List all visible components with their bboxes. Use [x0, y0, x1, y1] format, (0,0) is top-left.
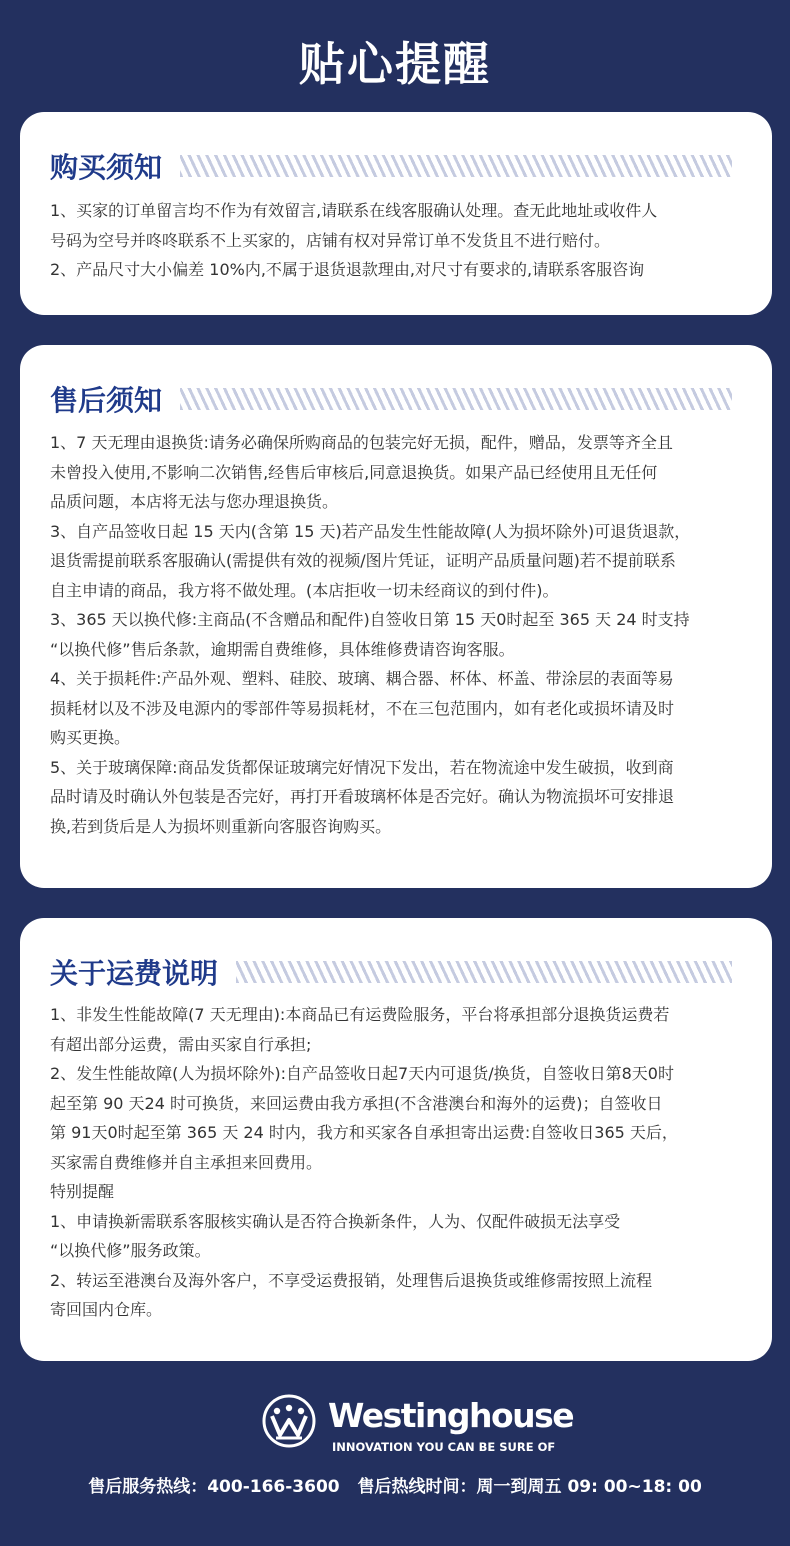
text-line: “以换代修”服务政策。 — [50, 1241, 211, 1260]
text-line: 号码为空号并咚咚联系不上买家的，店铺有权对异常订单不发货且不进行赔付。 — [50, 230, 611, 250]
page-title: 贴心提醒 — [299, 37, 491, 91]
text-line: 3、自产品签收日起 15 天内(含第 15 天)若产品发生性能故障(人为损坏除外)可退货退款， — [50, 521, 691, 541]
brand-name: Westinghouse — [328, 1396, 574, 1435]
text-line: 2、产品尺寸大小偏差 10%内,不属于退货退款理由,对尺寸有要求的,请联系客服咨询 — [50, 260, 645, 279]
purchase-notice-card — [20, 112, 772, 315]
text-line: 寄回国内仓库。 — [50, 1300, 163, 1319]
text-line: “以换代修”售后条款，逾期需自费维修，具体维修费请咨询客服。 — [50, 639, 515, 659]
service-hotline-bar — [0, 1472, 790, 1497]
purchase-notice-body — [50, 196, 752, 285]
text-line: 有超出部分运费，需由买家自行承担; — [50, 1034, 312, 1054]
text-line: 4、关于损耗件:产品外观、塑料、硅胶、玻璃、耦合器、杯体、杯盖、带涂层的表面等易 — [50, 669, 674, 688]
text-line: 损耗材以及不涉及电源内的零部件等易损耗材，不在三包范围内，如有老化或损坏请及时 — [50, 698, 675, 718]
text-line: 第 91天0时起至第 365 天 24 时内，我方和买家各自承担寄出运费:自签收日365 天后， — [50, 1123, 678, 1142]
text-line: 未曾投入使用,不影响二次销售,经售后审核后,同意退换货。如果产品已经使用且无任何 — [50, 462, 658, 482]
purchase-notice-header — [50, 144, 732, 188]
special-reminder-heading: 特别提醒 — [50, 1182, 115, 1201]
text-line: 品质问题，本店将无法与您办理退换货。 — [50, 492, 339, 511]
shipping-notice-body — [50, 1000, 752, 1325]
purchase-notice-title: 购买须知 — [50, 151, 163, 184]
text-line: 起至第 90 天24 时可换货，来回运费由我方承担(不含港澳台和海外的运费)；自签收日 — [50, 1093, 663, 1113]
aftersale-notice-header — [50, 377, 732, 421]
text-line: 1、非发生性能故障(7 天无理由):本商品已有运费险服务，平台将承担部分退换货运费若 — [50, 1005, 670, 1024]
text-line: 2、发生性能故障(人为损坏除外):自产品签收日起7天内可退货/换货，自签收日第8天0时 — [50, 1064, 674, 1083]
header-stripe-decoration — [180, 155, 732, 177]
text-line: 购买更换。 — [50, 728, 131, 747]
westinghouse-w-circle-icon — [262, 1394, 316, 1448]
brand-logo — [262, 1390, 574, 1460]
aftersale-notice-title: 售后须知 — [50, 384, 163, 417]
shipping-notice-header — [50, 950, 732, 994]
text-line: 换,若到货后是人为损坏则重新向客服咨询购买。 — [50, 816, 392, 836]
text-line: 自主申请的商品，我方将不做处理。(本店拒收一切未经商议的到付件)。 — [50, 580, 559, 600]
aftersale-notice-body — [50, 428, 752, 841]
text-line: 退货需提前联系客服确认(需提供有效的视频/图片凭证，证明产品质量问题)若不提前联系 — [50, 551, 676, 570]
brand-tagline: INNOVATION YOU CAN BE SURE OF — [332, 1440, 556, 1454]
shipping-notice-title: 关于运费说明 — [50, 957, 219, 990]
aftersale-notice-card — [20, 345, 772, 888]
text-line: 买家需自费维修并自主承担来回费用。 — [50, 1152, 323, 1172]
text-line: 5、关于玻璃保障:商品发货都保证玻璃完好情况下发出，若在物流途中发生破损，收到商 — [50, 757, 674, 777]
text-line: 品时请及时确认外包装是否完好，再打开看玻璃杯体是否完好。确认为物流损坏可安排退 — [50, 787, 675, 806]
text-line: 1、买家的订单留言均不作为有效留言,请联系在线客服确认处理。查无此地址或收件人 — [50, 201, 658, 220]
text-line: 2、转运至港澳台及海外客户，不享受运费报销，处理售后退换货或维修需按照上流程 — [50, 1270, 653, 1290]
hotline-number: 售后服务热线：400-166-3600 — [88, 1477, 340, 1497]
header-stripe-decoration — [180, 388, 732, 410]
text-line: 1、申请换新需联系客服核实确认是否符合换新条件，人为、仅配件破损无法享受 — [50, 1211, 621, 1231]
header-stripe-decoration — [236, 961, 732, 983]
shipping-notice-card — [20, 918, 772, 1361]
text-line: 1、7 天无理由退换货:请务必确保所购商品的包装完好无损，配件，赠品，发票等齐全且 — [50, 433, 673, 452]
hotline-hours: 售后热线时间：周一到周五 09: 00~18: 00 — [357, 1477, 702, 1497]
text-line: 3、365 天以换代修:主商品(不含赠品和配件)自签收日第 15 天0时起至 365 天 24 时支持 — [50, 610, 690, 629]
